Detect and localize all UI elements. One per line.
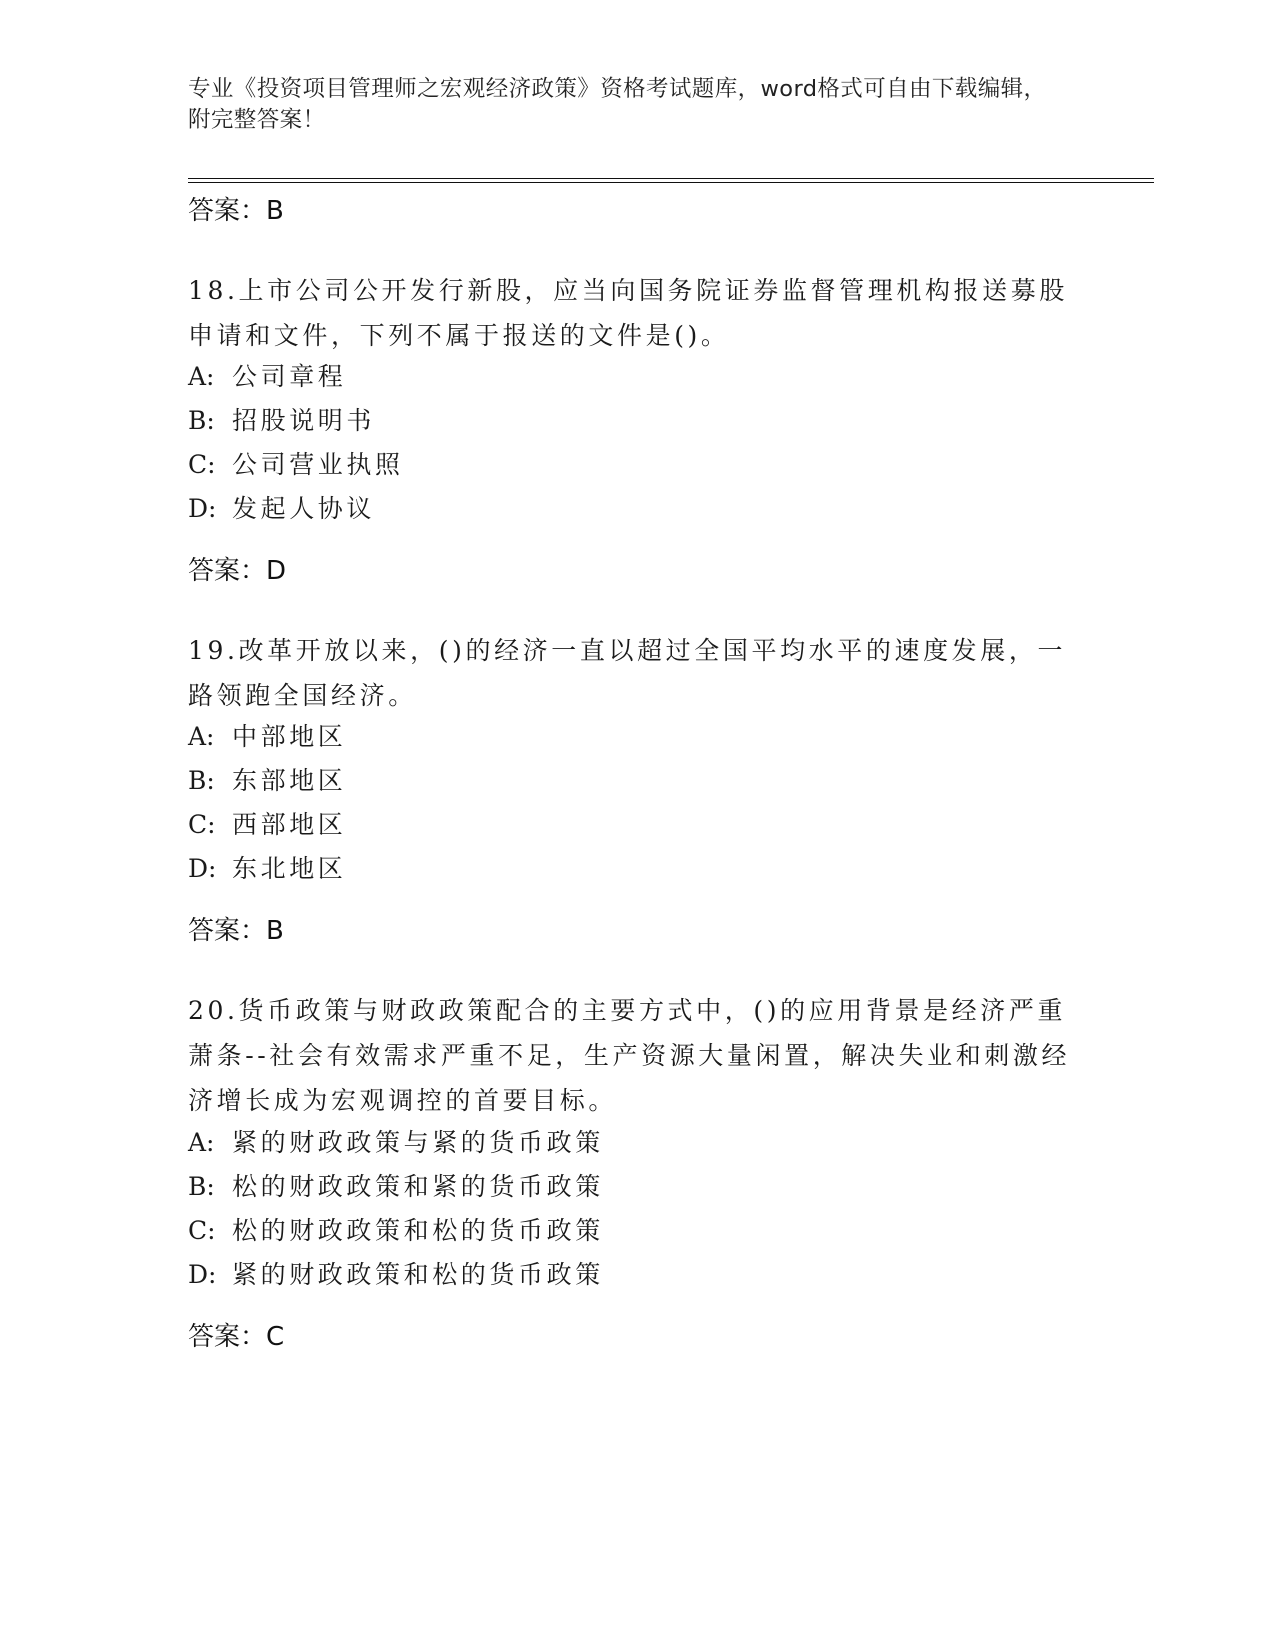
question-19-option-a [188,722,346,752]
question-20-option-c [188,1216,604,1246]
option-text: 紧的财政政策与紧的货币政策 [232,1128,604,1157]
option-text: 公司营业执照 [232,450,404,479]
question-20-stem: 20.货币政策与财政政策配合的主要方式中，()的应用背景是经济严重萧条--社会有效需求严重不足，生产资源大量闲置，解决失业和刺激经济增长成为宏观调控的首要目标。 [188,996,1071,1115]
option-letter: A: [188,1128,215,1157]
option-text: 东部地区 [232,766,347,795]
question-19-stem: 19.改革开放以来，()的经济一直以超过全国平均水平的速度发展，一路领跑全国经济。 [188,636,1067,710]
option-text: 东北地区 [232,854,347,883]
document-header: 专业《投资项目管理师之宏观经济政策》资格考试题库，word格式可自由下载编辑，附完整答案！ [188,76,1047,133]
option-text: 松的财政政策和紧的货币政策 [232,1172,604,1201]
option-text: 紧的财政政策和松的货币政策 [232,1260,604,1289]
option-letter: A: [188,722,215,751]
answer-17: 答案：B [188,196,284,226]
question-19-option-d [188,854,346,884]
option-letter: C: [188,1216,216,1245]
option-letter: B: [188,1172,215,1201]
question-20-option-a [188,1128,604,1158]
question-18-stem: 18.上市公司公开发行新股，应当向国务院证券监督管理机构报送募股申请和文件，下列不属于报送的文件是()。 [188,276,1068,350]
option-letter: B: [188,406,215,435]
option-text: 公司章程 [232,362,347,391]
option-letter: A: [188,362,215,391]
question-18-option-c [188,450,404,480]
option-letter: C: [188,450,216,479]
answer-19: 答案：B [188,916,284,946]
question-19-option-c [188,810,346,840]
question-20-option-d [188,1260,604,1290]
option-text: 招股说明书 [232,406,376,435]
header-divider-bottom [188,182,1154,183]
question-18-option-a [188,362,346,392]
question-18-option-b [188,406,375,436]
question-18-option-d [188,494,375,524]
option-letter: D: [188,854,217,883]
question-19-option-b [188,766,346,796]
option-letter: B: [188,766,215,795]
answer-18: 答案：D [188,556,287,586]
answer-20: 答案：C [188,1322,285,1352]
option-letter: C: [188,810,216,839]
option-letter: D: [188,1260,217,1289]
header-divider-top [188,178,1154,179]
option-text: 中部地区 [232,722,347,751]
option-text: 发起人协议 [232,494,376,523]
option-text: 松的财政政策和松的货币政策 [232,1216,604,1245]
option-letter: D: [188,494,217,523]
question-20-option-b [188,1172,604,1202]
option-text: 西部地区 [232,810,347,839]
